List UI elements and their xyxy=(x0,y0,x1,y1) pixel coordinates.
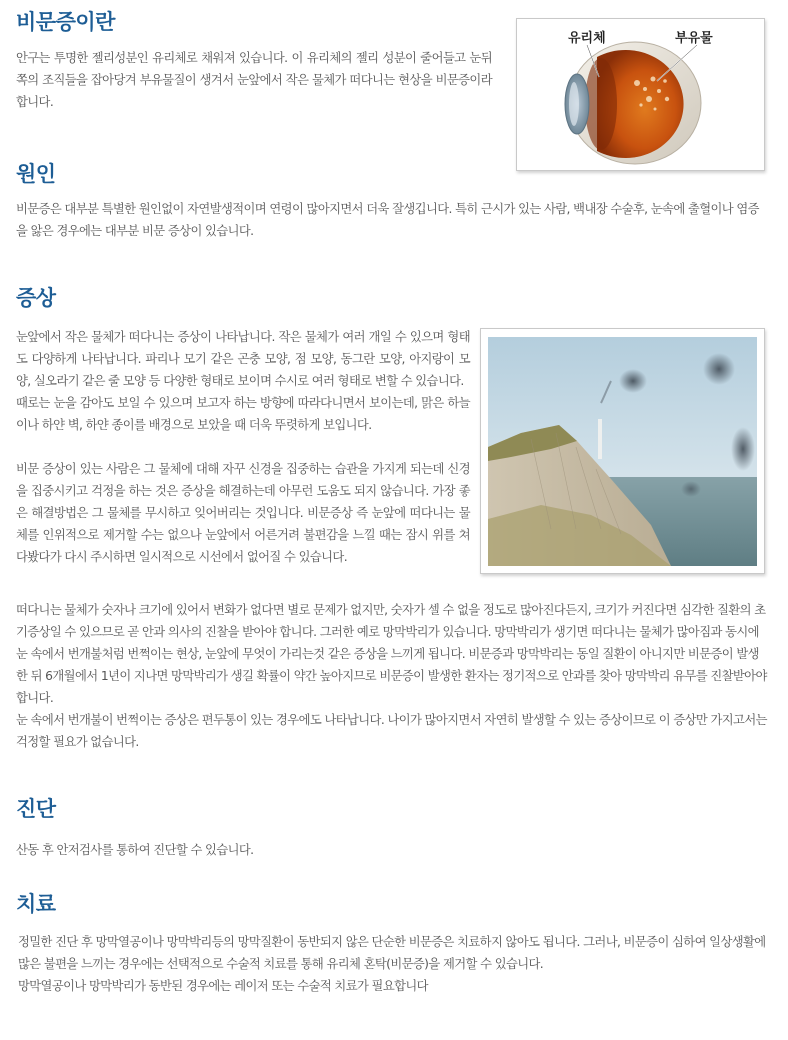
cause-text: 비문증은 대부분 특별한 원인없이 자연발생적이며 연령이 많아지면서 더욱 잘생깁니다. 특히 근시가 있는 사람, 백내장 수술후, 눈속에 출혈이나 염증을 앓은 경우에는 대부분 비문 증상이 있습니다. xyxy=(16,202,759,238)
symptoms-text-5: 눈 속에서 번개불이 번쩍이는 증상은 편두통이 있는 경우에도 나타납니다. 나이가 많아지면서 자연히 발생할 수 있는 증상이므로 이 증상만 가지고서는 걱정할 필요가 없습니다. xyxy=(16,713,767,749)
floater-blob xyxy=(731,427,755,471)
eye-cross-section-illustration xyxy=(517,19,764,170)
eye-diagram-figure xyxy=(516,18,765,171)
label-floaters: 부유물 xyxy=(675,31,713,46)
floaters-landscape-photo xyxy=(481,329,764,573)
label-vitreous: 유리체 xyxy=(568,31,606,46)
symptoms-text-4: 떠다니는 물체가 숫자나 크기에 있어서 변화가 없다면 별로 문제가 없지만, 숫자가 셀 수 없을 정도로 많아진다든지, 크기가 커진다면 심각한 질환의 초기증상일 수 있으므로 곧 안과 의사의 진찰을 받아야 합니다. 그러한 예로 망막박리가 있습니다. 망막박리가 생기면 떠다니는 물체가 많아짐과 동시에 눈 속에서 번개불처럼 번쩍이는 현상, 눈앞에 무엇이 가리는것 같은 증상을 느끼게 됩니다. 비문증과 망막박리는 동일 질환이 아니지만 비문증이 발생한 뒤 6개월에서 1년이 지나면 망막박리가 생길 확률이 약간 높아지므로 비문증이 발생한 환자는 정기적으로 안과를 찾아 망막박리 유무를 진찰받아야 합니다. xyxy=(16,603,767,705)
floater-blob xyxy=(681,481,701,497)
symptoms-text-2: 때로는 눈을 감아도 보일 수 있으며 보고자 하는 방향에 따라다니면서 보이는데, 맑은 하늘이나 하얀 벽, 하얀 종이를 배경으로 보았을 때 더욱 뚜렷하게 보입니다. xyxy=(16,396,470,432)
section-heading-definition: 비문증이란 xyxy=(16,10,115,34)
floaters-photo-figure xyxy=(480,328,765,574)
diagnosis-text: 산동 후 안저검사를 통하여 진단할 수 있습니다. xyxy=(16,843,254,857)
section-heading-diagnosis: 진단 xyxy=(16,797,56,821)
symptoms-text-1: 눈앞에서 작은 물체가 떠다니는 증상이 나타납니다. 작은 물체가 여러 개일 수 있으며 형태도 다양하게 나타납니다. 파리나 모기 같은 곤충 모양, 점 모양, 동그란 모양, 아지랑이 모양, 실오라기 같은 줄 모양 등 다양한 형태로 보이며 수시로 여러 형태로 변할 수 있습니다. xyxy=(16,330,470,388)
symptoms-text-3: 비문 증상이 있는 사람은 그 물체에 대해 자꾸 신경을 집중하는 습관을 가지게 되는데 신경을 집중시키고 걱정을 하는 것은 증상을 해결하는데 아무런 도움도 되지 않습니다. 가장 좋은 해결방법은 그 물체를 무시하고 잊어버리는 것입니다. 비문증상 즉 눈앞에 떠다니는 물체를 인위적으로 제거할 수는 없으나 눈앞에서 어른거려 불편감을 느낄 때는 잠시 위를 쳐다봤다가 다시 주시하면 일시적으로 시선에서 없어질 수 있습니다. xyxy=(16,462,470,564)
definition-text: 안구는 투명한 젤리성분인 유리체로 채워져 있습니다. 이 유리체의 젤리 성분이 줄어들고 눈뒤쪽의 조직들을 잡아당겨 부유물질이 생겨서 눈앞에서 작은 물체가 떠다니는 현상을 비문증이라 합니다. xyxy=(16,51,492,109)
section-heading-symptoms: 증상 xyxy=(16,286,56,310)
section-heading-treatment: 치료 xyxy=(16,892,56,916)
floater-blob xyxy=(703,353,735,385)
treatment-text-1: 정밀한 진단 후 망막열공이나 망막박리등의 망막질환이 동반되지 않은 단순한 비문증은 치료하지 않아도 됩니다. 그러나, 비문증이 심하여 일상생활에 많은 불편을 느끼는 경우에는 선택적으로 수술적 치료를 통해 유리체 혼탁(비문증)을 제거할 수 있습니다. xyxy=(18,935,766,971)
floater-blob xyxy=(619,369,647,393)
treatment-text-2: 망막열공이나 망막박리가 동반된 경우에는 레이저 또는 수술적 치료가 필요합니다 xyxy=(18,979,428,993)
section-heading-cause: 원인 xyxy=(16,162,56,186)
